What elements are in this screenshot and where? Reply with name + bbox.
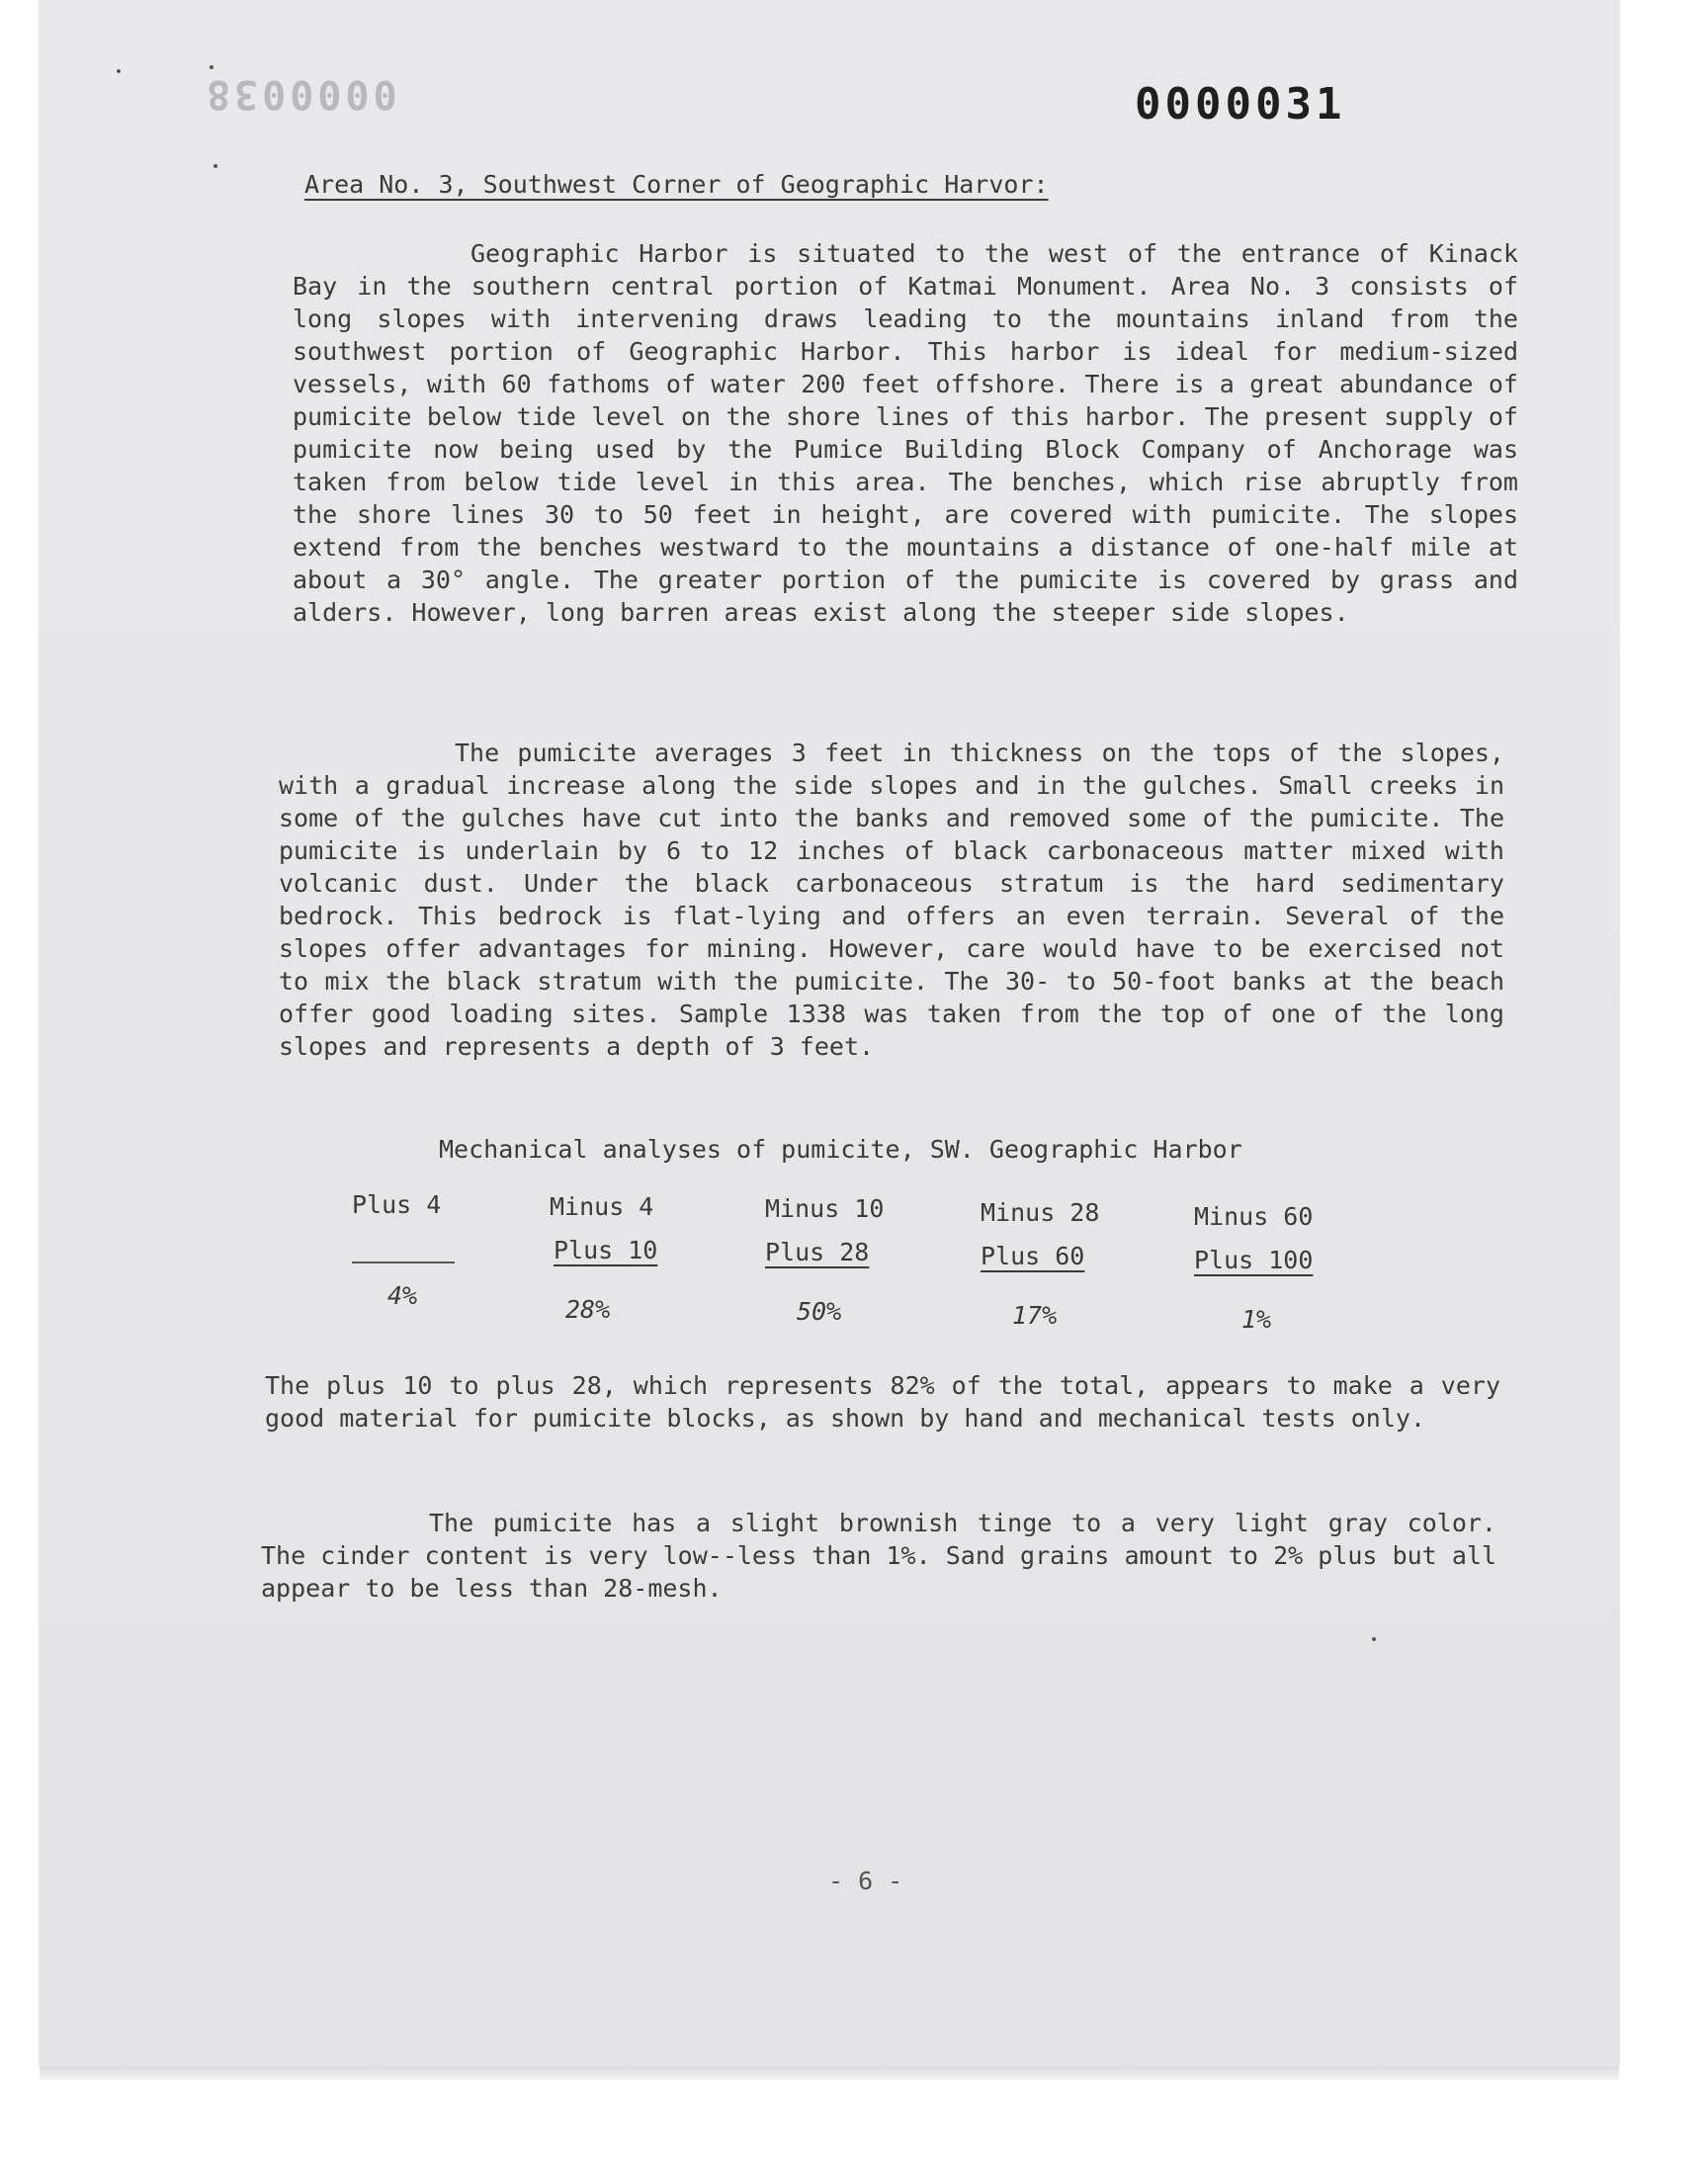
table-column [765, 1194, 884, 1326]
column-header-line1: Minus 28 [981, 1198, 1100, 1227]
dust-speck [210, 65, 214, 69]
column-header-line1: Plus 4 [352, 1190, 442, 1219]
column-header-line1: Minus 4 [550, 1192, 654, 1221]
column-header-line2 [352, 1234, 455, 1263]
column-value: 4% [387, 1281, 418, 1310]
column-header-line2: Plus 100 [1194, 1246, 1314, 1274]
column-header-line2: Plus 60 [981, 1242, 1085, 1270]
table-column [1194, 1202, 1313, 1334]
column-header-line2: Plus 28 [765, 1238, 870, 1266]
section-heading: Area No. 3, Southwest Corner of Geographic Harvor: [304, 170, 1049, 199]
paragraph-3: The plus 10 to plus 28, which represents 82% of the total, appears to make a very good material for pumicite blocks, as shown by hand and mechanical tests only. [265, 1371, 1500, 1433]
dust-speck [117, 69, 121, 73]
paragraph-1: Geographic Harbor is situated to the west of the entrance of Kinack Bay in the southern central portion of Katmai Monument. Area No. 3 consists of long slopes with intervening draws leading to the mountains inland from the southwest portion of Geographic Harbor. This harbor is ideal for medium-sized vessels, with 60 fathoms of water 200 feet offshore. There is a great abundance of pumicite below tide level on the shore lines of this harbor. The present supply of pumicite now being used by the Pumice Building Block Company of Anchorage was taken from below tide level in this area. The benches, which rise abruptly from the shore lines 30 to 50 feet in height, are covered with pumicite. The slopes extend from the benches westward to the mountains a distance of one-half mile at about a 30° angle. The greater portion of the pumicite is covered by grass and alders. However, long barren areas exist along the steeper side slopes. [293, 239, 1518, 627]
table-title: Mechanical analyses of pumicite, SW. Geographic Harbor [439, 1135, 1242, 1164]
serial-number: 0000031 [1135, 79, 1346, 130]
column-header-line1: Minus 10 [765, 1194, 885, 1223]
column-value: 1% [1241, 1305, 1272, 1334]
dust-speck [1372, 1637, 1376, 1641]
column-header-line2: Plus 10 [554, 1236, 658, 1264]
column-value: 28% [565, 1295, 611, 1324]
serial-number-faded: 0000038 [203, 71, 397, 117]
page-number: - 6 - [828, 1867, 903, 1895]
paragraph-2: The pumicite averages 3 feet in thickness on the tops of the slopes, with a gradual increase along the side slopes and in the gulches. Small creeks in some of the gulches have cut into the banks and removed some of the pumicite. The pumicite is underlain by 6 to 12 inches of black carbonaceous matter mixed with volcanic dust. Under the black carbonaceous stratum is the hard sedimentary bedrock. This bedrock is flat-lying and offers an even terrain. Several of the slopes offer advantages for mining. However, care would have to be exercised not to mix the black stratum with the pumicite. The 30- to 50-foot banks at the beach offer good loading sites. Sample 1338 was taken from the top of one of the long slopes and represents a depth of 3 feet. [279, 739, 1504, 1061]
table-column [550, 1192, 657, 1324]
paragraph-4: The pumicite has a slight brownish tinge to a very light gray color. The cinder content is very low--less than 1%. Sand grains amount to 2% plus but all appear to be less than 28-mesh. [261, 1509, 1496, 1603]
dust-speck [214, 164, 217, 168]
table-column [352, 1190, 455, 1310]
page-bottom-edge [40, 2066, 1619, 2080]
column-header-line1: Minus 60 [1194, 1202, 1314, 1231]
column-value: 50% [797, 1297, 842, 1326]
table-column [981, 1198, 1099, 1330]
column-value: 17% [1012, 1301, 1058, 1330]
